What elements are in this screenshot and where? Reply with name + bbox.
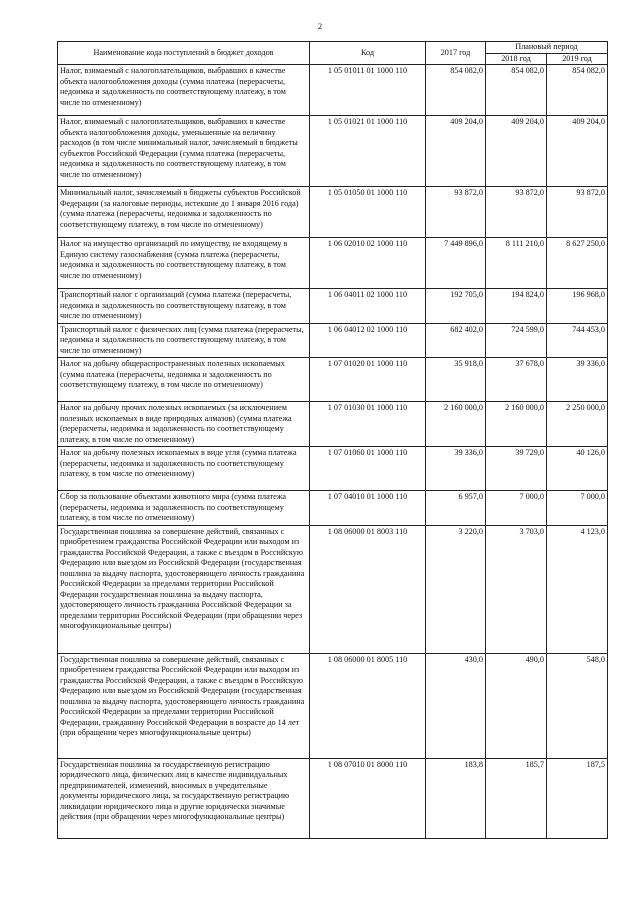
- row-value-2019: 39 336,0: [547, 358, 608, 402]
- row-code: 1 07 04010 01 1000 110: [310, 491, 426, 526]
- header-planned-period: Плановый период: [486, 42, 608, 54]
- row-value-2018: 185,7: [486, 758, 547, 838]
- row-name: Налог на добычу общераспространенных полезных ископаемых (сумма платежа (перерасчеты, недоимка и задолженность по соответствующему платежу, в том числе по отмененному): [58, 358, 310, 402]
- header-year-after: 2019 год: [547, 53, 608, 65]
- row-value-2019: 93 872,0: [547, 187, 608, 238]
- row-code: 1 08 06000 01 8005 110: [310, 653, 426, 758]
- row-value-2018: 490,0: [486, 653, 547, 758]
- row-value-2017: 93 872,0: [426, 187, 486, 238]
- page-number: 2: [317, 21, 323, 31]
- row-value-2017: 183,8: [426, 758, 486, 838]
- row-value-2018: 7 000,0: [486, 491, 547, 526]
- row-name: Государственная пошлина за совершение действий, связанных с приобретением гражданства Российской Федерации или выходом из гражданства Российской Федерации, а также с въездом в Российскую Федерацию или выездом из Российской Федерации (государственная пошлина за выдачу паспорта, удостоверяющего личность гражданина Российской Федерации за пределами территории Российской Федерации государственная пошлина за выдачу паспорта, удостоверяющего личность гражданина Российской Федерации за пределами территории Российской Федерации (при обращении через многофункциональные центры): [58, 525, 310, 653]
- row-code: 1 07 01060 01 1000 110: [310, 447, 426, 491]
- row-value-2017: 7 449 896,0: [426, 238, 486, 289]
- row-value-2017: 39 336,0: [426, 447, 486, 491]
- table-row: [58, 758, 608, 838]
- table-row: [58, 65, 608, 116]
- row-name: Налог, взимаемый с налогоплательщиков, выбравших в качестве объекта налогообложения доходы, уменьшенные на величину расходов (в том числе минимальный налог, зачисляемый в бюджеты субъектов Российской Федерации (сумма платежа (перерасчеты, недоимка и задолженность по соответствующему платежу, в том числе по отмененному): [58, 116, 310, 187]
- row-value-2018: 409 204,0: [486, 116, 547, 187]
- header-year-next: 2018 год: [486, 53, 547, 65]
- row-code: 1 06 02010 02 1000 110: [310, 238, 426, 289]
- row-code: 1 08 06000 01 8003 110: [310, 525, 426, 653]
- row-value-2017: 854 082,0: [426, 65, 486, 116]
- row-value-2018: 93 872,0: [486, 187, 547, 238]
- row-value-2019: 40 126,0: [547, 447, 608, 491]
- row-value-2018: 3 703,0: [486, 525, 547, 653]
- table-row: [58, 187, 608, 238]
- table-row: [58, 238, 608, 289]
- row-name: Государственная пошлина за совершение действий, связанных с приобретением гражданства Российской Федерации или выходом из гражданства Российской Федерации, а также с въездом в Российскую Федерацию или выездом из Российской Федерации (государственная пошлина за выдачу паспорта, удостоверяющего личность гражданина Российской Федерации за пределами территории Российской Федерации, гражданину Российской Федерации в возрасте до 14 лет (при обращении через многофункциональные центры): [58, 653, 310, 758]
- row-value-2019: 548,0: [547, 653, 608, 758]
- row-value-2019: 854 082,0: [547, 65, 608, 116]
- row-value-2019: 4 123,0: [547, 525, 608, 653]
- row-value-2017: 682 402,0: [426, 323, 486, 358]
- header-year-current: 2017 год: [426, 42, 486, 65]
- row-name: Налог на добычу прочих полезных ископаемых (за исключением полезных ископаемых в виде природных алмазов) (сумма платежа (перерасчеты, недоимка и задолженность по соответствующему платежу, в том числе по отмененному): [58, 402, 310, 447]
- row-value-2017: 409 204,0: [426, 116, 486, 187]
- row-value-2018: 194 824,0: [486, 289, 547, 324]
- row-name: Налог, взимаемый с налогоплательщиков, выбравших в качестве объекта налогообложения доходы (сумма платежа (перерасчеты, недоимка и задолженность по соответствующему платежу, в том числе по отмененному): [58, 65, 310, 116]
- revenue-table: [57, 41, 608, 839]
- row-value-2019: 409 204,0: [547, 116, 608, 187]
- row-value-2017: 192 705,0: [426, 289, 486, 324]
- header-code: Код: [310, 42, 426, 65]
- row-value-2019: 196 968,0: [547, 289, 608, 324]
- row-name: Налог на добычу полезных ископаемых в виде угля (сумма платежа (перерасчеты, недоимка и задолженность по соответствующему платежу, в том числе по отмененному): [58, 447, 310, 491]
- row-code: 1 05 01021 01 1000 110: [310, 116, 426, 187]
- row-value-2019: 2 250 000,0: [547, 402, 608, 447]
- table-row: [58, 358, 608, 402]
- table-row: [58, 289, 608, 324]
- row-value-2018: 854 082,0: [486, 65, 547, 116]
- row-value-2019: 8 627 250,0: [547, 238, 608, 289]
- header-name: Наименование кода поступлений в бюджет доходов: [58, 42, 310, 65]
- row-value-2019: 187,5: [547, 758, 608, 838]
- row-name: Транспортный налог с организаций (сумма платежа (перерасчеты, недоимка и задолженность по соответствующему платежу, в том числе по отмененному): [58, 289, 310, 324]
- row-value-2017: 3 220,0: [426, 525, 486, 653]
- row-code: 1 08 07010 01 8000 110: [310, 758, 426, 838]
- row-code: 1 06 04011 02 1000 110: [310, 289, 426, 324]
- table-row: [58, 402, 608, 447]
- row-code: 1 05 01011 01 1000 110: [310, 65, 426, 116]
- row-value-2017: 35 918,0: [426, 358, 486, 402]
- table-row: [58, 323, 608, 358]
- table-row: [58, 653, 608, 758]
- row-code: 1 07 01030 01 1000 110: [310, 402, 426, 447]
- row-value-2017: 6 957,0: [426, 491, 486, 526]
- row-code: 1 06 04012 02 1000 110: [310, 323, 426, 358]
- header-row: [58, 42, 608, 54]
- row-name: Государственная пошлина за государственную регистрацию юридического лица, физических лиц в качестве индивидуальных предпринимателей, изменений, вносимых в учредительные документы юридического лица, за государственную регистрацию ликвидации юридического лица и другие юридически значимые действия (при обращении через многофункциональные центры): [58, 758, 310, 838]
- row-name: Сбор за пользование объектами животного мира (сумма платежа (перерасчеты, недоимка и задолженность по соответствующему платежу, в том числе по отмененному): [58, 491, 310, 526]
- row-value-2018: 724 599,0: [486, 323, 547, 358]
- row-code: 1 07 01020 01 1000 110: [310, 358, 426, 402]
- row-code: 1 05 01050 01 1000 110: [310, 187, 426, 238]
- table-row: [58, 491, 608, 526]
- row-value-2017: 2 160 000,0: [426, 402, 486, 447]
- row-value-2018: 39 729,0: [486, 447, 547, 491]
- row-value-2019: 7 000,0: [547, 491, 608, 526]
- table-row: [58, 116, 608, 187]
- row-value-2017: 430,0: [426, 653, 486, 758]
- row-value-2018: 37 678,0: [486, 358, 547, 402]
- row-name: Транспортный налог с физических лиц (сумма платежа (перерасчеты, недоимка и задолженность по соответствующему платежу, в том числе по отмененному): [58, 323, 310, 358]
- table-row: [58, 525, 608, 653]
- row-name: Минимальный налог, зачисляемый в бюджеты субъектов Российской Федерации (за налоговые периоды, истекшие до 1 января 2016 года) (сумма платежа (перерасчеты, недоимка и задолженность по соответствующему платежу, в том числе по отмененному): [58, 187, 310, 238]
- row-value-2018: 2 160 000,0: [486, 402, 547, 447]
- row-value-2018: 8 111 210,0: [486, 238, 547, 289]
- row-value-2019: 744 453,0: [547, 323, 608, 358]
- row-name: Налог на имущество организаций по имуществу, не входящему в Единую систему газоснабжения (сумма платежа (перерасчеты, недоимка и задолженность по соответствующему платежу, в том числе по отмененному): [58, 238, 310, 289]
- table-row: [58, 447, 608, 491]
